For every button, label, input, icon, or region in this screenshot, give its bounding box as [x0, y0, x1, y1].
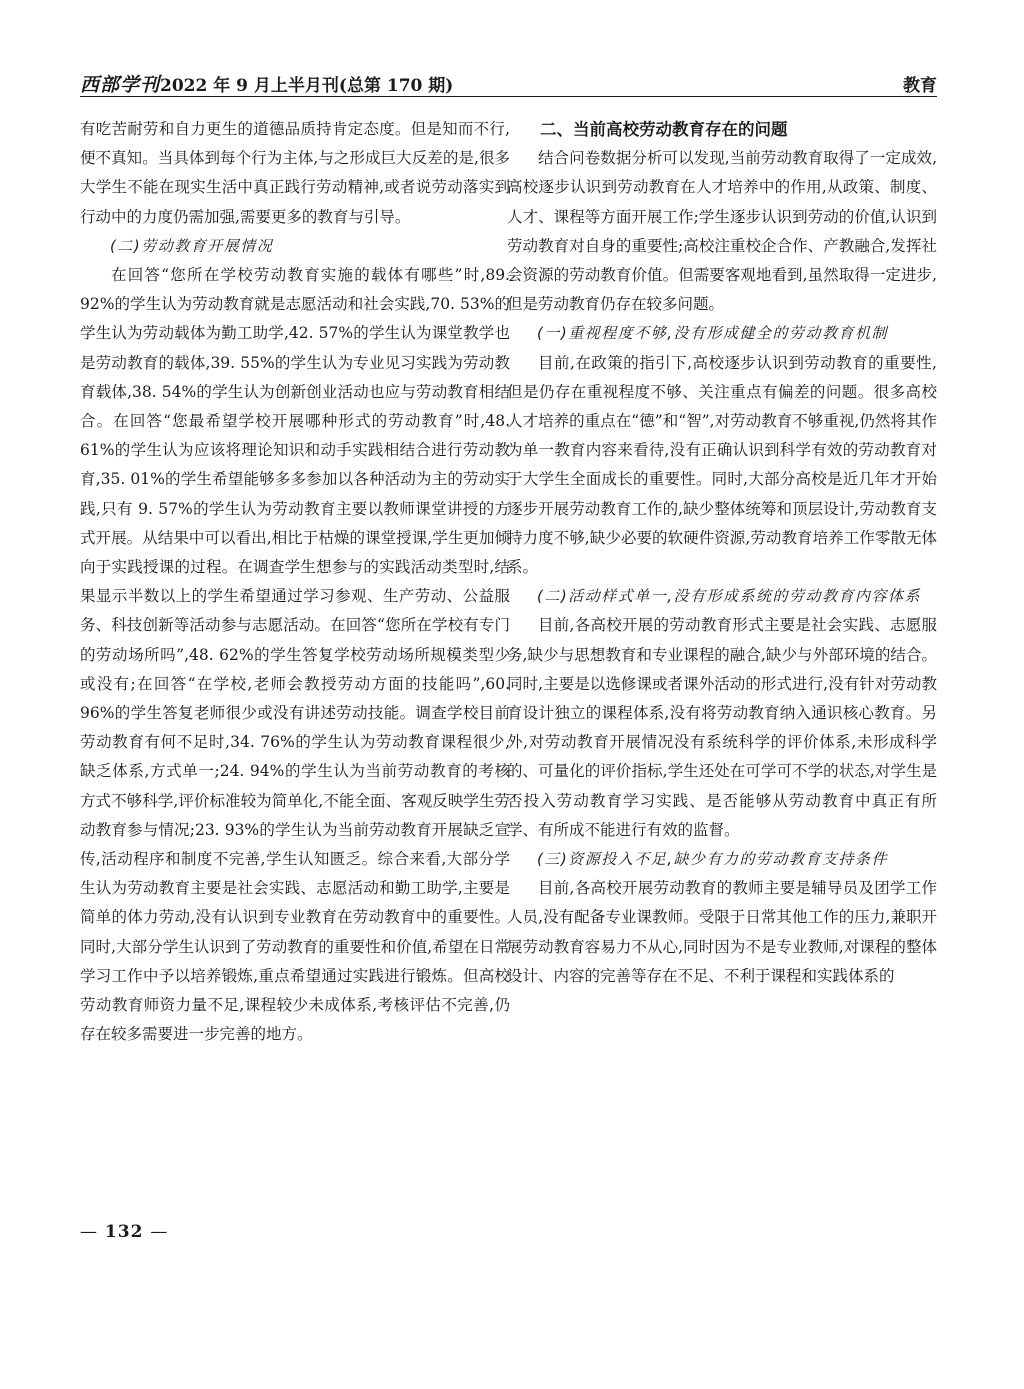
paragraph: 结合问卷数据分析可以发现,当前劳动教育取得了一定成效,高校逐步认识到劳动教育在人才培养中的作用,从政策、制度、人才、课程等方面开展工作;学生逐步认识到劳动的价值,认识到劳动教育对自身的重要性;高校注重校企合作、产教融合,发挥社会资源的劳动教育价值。但需要客观地看到,虽然取得一定进步,但是劳动教育仍存在较多问题。 — [507, 149, 937, 314]
page-footer — [80, 1222, 168, 1242]
journal-name: 西部学刊 — [80, 74, 161, 96]
subsection-heading: (三)资源投入不足,缺少有力的劳动教育支持条件 — [537, 850, 888, 869]
left-column — [80, 115, 510, 1050]
section-heading: 二、当前高校劳动教育存在的问题 — [540, 120, 788, 139]
footer-dash: — — [150, 1222, 169, 1242]
footer-dash: — — [80, 1222, 98, 1242]
paragraph: 目前,在政策的指引下,高校逐步认识到劳动教育的重要性,但是仍存在重视程度不够、关注重点有偏差的问题。很多高校人才培养的重点在“德”和“智”,对劳动教育不够重视,仍然将其作为单一教育内容来看待,没有正确认识到科学有效的劳动教育对于大学生全面成长的重要性。同时,大部分高校是近几年才开始逐步开展劳动教育工作的,缺少整体统筹和顶层设计,劳动教育支持力度不够,缺少必要的软硬件资源,劳动教育培养工作零散无体系。 — [507, 353, 937, 577]
subsection-heading: (一)重视程度不够,没有形成健全的劳动教育机制 — [537, 324, 888, 343]
paragraph: 在回答“您所在学校劳动教育实施的载体有哪些”时,89. 92%的学生认为劳动教育就是志愿活动和社会实践,70. 53%的学生认为劳动载体为勤工助学,42. 57%的学生认为课堂教学也是劳动教育的载体,39. 55%的学生认为专业见习实践为劳动教育载体,38. 54%的学生认为创新创业活动也应与劳动教育相结合。在回答“您最希望学校开展哪种形式的劳动教育”时,48. 61%的学生认为应该将理论知识和动手实践相结合进行劳动教育,35. 01%的学生希望能够多多参加以各种活动为主的劳动实践,只有 9. 57%的学生认为劳动教育主要以教师课堂讲授的方式开展。从结果中可以看出,相比于枯燥的课堂授课,学生更加倾向于实践授课的过程。在调查学生想参与的实践活动类型时,结果显示半数以上的学生希望通过学习参观、生产劳动、公益服务、科技创新等活动参与志愿活动。在回答“您所在学校有专门的劳动场所吗”,48. 62%的学生答复学校劳动场所规模类型少或没有;在回答“在学校,老师会教授劳动方面的技能吗”,60. 96%的学生答复老师很少或没有讲述劳动技能。调查学校目前劳动教育有何不足时,34. 76%的学生认为劳动教育课程很少,缺乏体系,方式单一;24. 94%的学生认为当前劳动教育的考核方式不够科学,评价标准较为简单化,不能全面、客观反映学生劳动教育参与情况;23. 93%的学生认为当前劳动教育开展缺乏宣传,活动程序和制度不完善,学生认知匮乏。综合来看,大部分学生认为劳动教育主要是社会实践、志愿活动和勤工助学,主要是简单的体力劳动,没有认识到专业教育在劳动教育中的重要性。同时,大部分学生认识到了劳动教育的重要性和价值,希望在日常学习工作中予以培养锻炼,重点希望通过实践进行锻炼。但高校劳动教育师资力量不足,课程较少未成体系,考核评估不完善,仍存在较多需要进一步完善的地方。 — [80, 266, 510, 1044]
issue-info: 2022 年 9 月上半月刊(总第 170 期) — [160, 76, 454, 96]
subsection-heading: (二)活动样式单一,没有形成系统的劳动教育内容体系 — [537, 587, 921, 606]
section-label: 教育 — [903, 76, 937, 96]
paragraph: 目前,各高校开展劳动教育的教师主要是辅导员及团学工作人员,没有配备专业课教师。受限于日常其他工作的压力,兼职开展劳动教育容易力不从心,同时因为不是专业教师,对课程的整体设计、内容的完善等存在不足、不利于课程和实践体系的 — [507, 879, 937, 985]
subsection-heading: (二)劳动教育开展情况 — [110, 236, 274, 255]
paragraph: 目前,各高校开展的劳动教育形式主要是社会实践、志愿服务,缺少与思想教育和专业课程的融合,缺少与外部环境的结合。同时,主要是以选修课或者课外活动的形式进行,没有针对劳动教育设计独立的课程体系,没有将劳动教育纳入通识核心教育。另外,对劳动教育开展情况没有系统科学的评价体系,未形成科学的、可量化的评价指标,学生还处在可学可不学的状态,对学生是否投入劳动教育学习实践、是否能够从劳动教育中真正有所学、有所成不能进行有效的监督。 — [507, 616, 937, 839]
paragraph: 有吃苦耐劳和自力更生的道德品质持肯定态度。但是知而不行,便不真知。当具体到每个行为主体,与之形成巨大反差的是,很多大学生不能在现实生活中真正践行劳动精神,或者说劳动落实到行动中的力度仍需加强,需要更多的教育与引导。 — [80, 120, 510, 226]
page-number: 132 — [104, 1222, 144, 1242]
page-header — [80, 66, 937, 97]
right-column — [507, 115, 937, 991]
